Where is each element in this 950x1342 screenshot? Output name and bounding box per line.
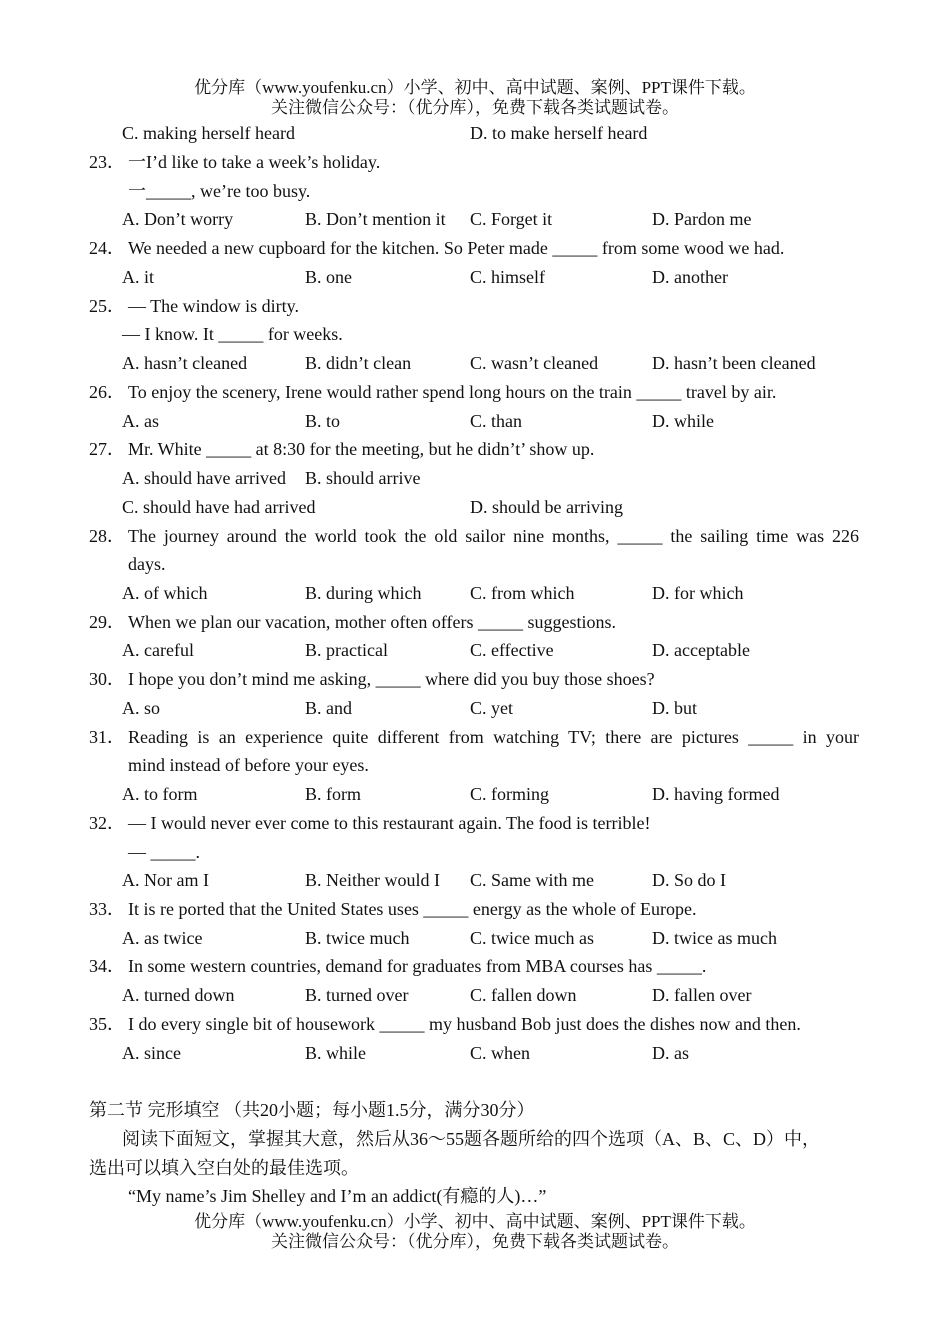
q29-option-a: A. careful: [122, 640, 194, 660]
q31-option-d: D. having formed: [652, 784, 780, 804]
q29-number: 29．: [89, 612, 125, 632]
q35-number: 35．: [89, 1014, 125, 1034]
q24-option-a: A. it: [122, 267, 155, 287]
q32-number: 32．: [89, 813, 125, 833]
q31-stem-line-2: mind instead of before your eyes.: [128, 755, 369, 775]
q31-option-c: C. forming: [470, 784, 549, 804]
q33-stem-line-1: It is re ported that the United States uses _____ energy as the whole of Europe.: [128, 899, 697, 919]
q34-option-c: C. fallen down: [470, 985, 577, 1005]
q27-option-c: C. should have had arrived: [122, 497, 316, 517]
q33-option-a: A. as twice: [122, 928, 203, 948]
footer-line-1: 优分库（www.youfenku.cn）小学、初中、高中试题、案例、PPT课件下载。: [194, 1212, 756, 1231]
q33-option-c: C. twice much as: [470, 928, 594, 948]
q30-option-a: A. so: [122, 698, 161, 718]
q24-number: 24．: [89, 238, 125, 258]
q26-number: 26．: [89, 382, 125, 402]
q33-option-d: D. twice as much: [652, 928, 777, 948]
q31-option-a: A. to form: [122, 784, 198, 804]
q27-option-d: D. should be arriving: [470, 497, 623, 517]
q31-option-b: B. form: [305, 784, 361, 804]
q32-stem-line-2: — _____.: [128, 842, 200, 862]
q28-stem-line-1: The journey around the world took the old sailor nine months, _____ the sailing time was 226: [128, 526, 859, 546]
q24-option-b: B. one: [305, 267, 352, 287]
q27-stem-line-1: Mr. White _____ at 8:30 for the meeting, but he didn’t’ show up.: [128, 439, 595, 459]
q25-number: 25．: [89, 296, 125, 316]
footer-line-2: 关注微信公众号：（优分库），免费下载各类试题试卷。: [271, 1232, 679, 1251]
q34-number: 34．: [89, 956, 125, 976]
q23-stem-line-1: 一I’d like to take a week’s holiday.: [128, 152, 381, 172]
q32-option-a: A. Nor am I: [122, 870, 209, 890]
q27-number: 27．: [89, 439, 125, 459]
section2-title: 第二节 完形填空 （共20小题；每小题1.5分，满分30分）: [89, 1100, 535, 1120]
q30-option-b: B. and: [305, 698, 352, 718]
passage-first-line: “My name’s Jim Shelley and I’m an addict(有瘾的人)…”: [128, 1186, 547, 1206]
q26-option-a: A. as: [122, 411, 159, 431]
q35-option-c: C. when: [470, 1043, 530, 1063]
q30-option-d: D. but: [652, 698, 697, 718]
q35-option-a: A. since: [122, 1043, 181, 1063]
q31-number: 31．: [89, 727, 125, 747]
q26-option-c: C. than: [470, 411, 522, 431]
q23-option-d: D. Pardon me: [652, 209, 752, 229]
q33-number: 33．: [89, 899, 125, 919]
q27-option-a: A. should have arrived: [122, 468, 286, 488]
q25-option-a: A. hasn’t cleaned: [122, 353, 248, 373]
q32-option-d: D. So do I: [652, 870, 727, 890]
q28-option-a: A. of which: [122, 583, 208, 603]
q32-option-c: C. Same with me: [470, 870, 594, 890]
q23-option-c: C. Forget it: [470, 209, 553, 229]
q29-option-d: D. acceptable: [652, 640, 750, 660]
header-line-2: 关注微信公众号：（优分库），免费下载各类试题试卷。: [271, 98, 679, 117]
q34-option-d: D. fallen over: [652, 985, 752, 1005]
q23-option-b: B. Don’t mention it: [305, 209, 446, 229]
section2-instruction-line-1: 阅读下面短文，掌握其大意，然后从36～55题各题所给的四个选项（A、B、C、D）中，: [122, 1129, 821, 1149]
q25-option-b: B. didn’t clean: [305, 353, 412, 373]
q25-stem-line-1: — The window is dirty.: [128, 296, 299, 316]
q24-stem-line-1: We needed a new cupboard for the kitchen. So Peter made _____ from some wood we had.: [128, 238, 785, 258]
q30-number: 30．: [89, 669, 125, 689]
q23-stem-line-2: 一_____, we’re too busy.: [128, 181, 311, 201]
q26-option-d: D. while: [652, 411, 714, 431]
q27-option-b: B. should arrive: [305, 468, 421, 488]
header-line-1: 优分库（www.youfenku.cn）小学、初中、高中试题、案例、PPT课件下载。: [194, 78, 756, 97]
q35-option-d: D. as: [652, 1043, 689, 1063]
q28-option-d: D. for which: [652, 583, 744, 603]
q28-option-b: B. during which: [305, 583, 422, 603]
q26-option-b: B. to: [305, 411, 341, 431]
q29-option-b: B. practical: [305, 640, 388, 660]
q25-option-c: C. wasn’t cleaned: [470, 353, 599, 373]
q25-stem-line-2: — I know. It _____ for weeks.: [122, 324, 343, 344]
q22-option-c: C. making herself heard: [122, 123, 295, 143]
q23-option-a: A. Don’t worry: [122, 209, 234, 229]
q24-option-d: D. another: [652, 267, 728, 287]
q29-option-c: C. effective: [470, 640, 554, 660]
q22-option-d: D. to make herself heard: [470, 123, 648, 143]
q28-option-c: C. from which: [470, 583, 575, 603]
q32-stem-line-1: — I would never ever come to this restaurant again. The food is terrible!: [128, 813, 651, 833]
q31-stem-line-1: Reading is an experience quite different from watching TV; there are pictures _____ in your: [128, 727, 859, 747]
section2-instruction-line-2: 选出可以填入空白处的最佳选项。: [89, 1158, 359, 1178]
q28-number: 28．: [89, 526, 125, 546]
q23-number: 23．: [89, 152, 125, 172]
q35-stem-line-1: I do every single bit of housework _____ my husband Bob just does the dishes now and then.: [128, 1014, 801, 1034]
q29-stem-line-1: When we plan our vacation, mother often offers _____ suggestions.: [128, 612, 617, 632]
q26-stem-line-1: To enjoy the scenery, Irene would rather spend long hours on the train _____ travel by air.: [128, 382, 777, 402]
q34-option-b: B. turned over: [305, 985, 409, 1005]
q25-option-d: D. hasn’t been cleaned: [652, 353, 816, 373]
q34-option-a: A. turned down: [122, 985, 235, 1005]
q32-option-b: B. Neither would I: [305, 870, 440, 890]
q30-stem-line-1: I hope you don’t mind me asking, _____ where did you buy those shoes?: [128, 669, 655, 689]
q35-option-b: B. while: [305, 1043, 366, 1063]
q33-option-b: B. twice much: [305, 928, 410, 948]
q24-option-c: C. himself: [470, 267, 545, 287]
q34-stem-line-1: In some western countries, demand for graduates from MBA courses has _____.: [128, 956, 707, 976]
q28-stem-line-2: days.: [128, 554, 166, 574]
q30-option-c: C. yet: [470, 698, 513, 718]
